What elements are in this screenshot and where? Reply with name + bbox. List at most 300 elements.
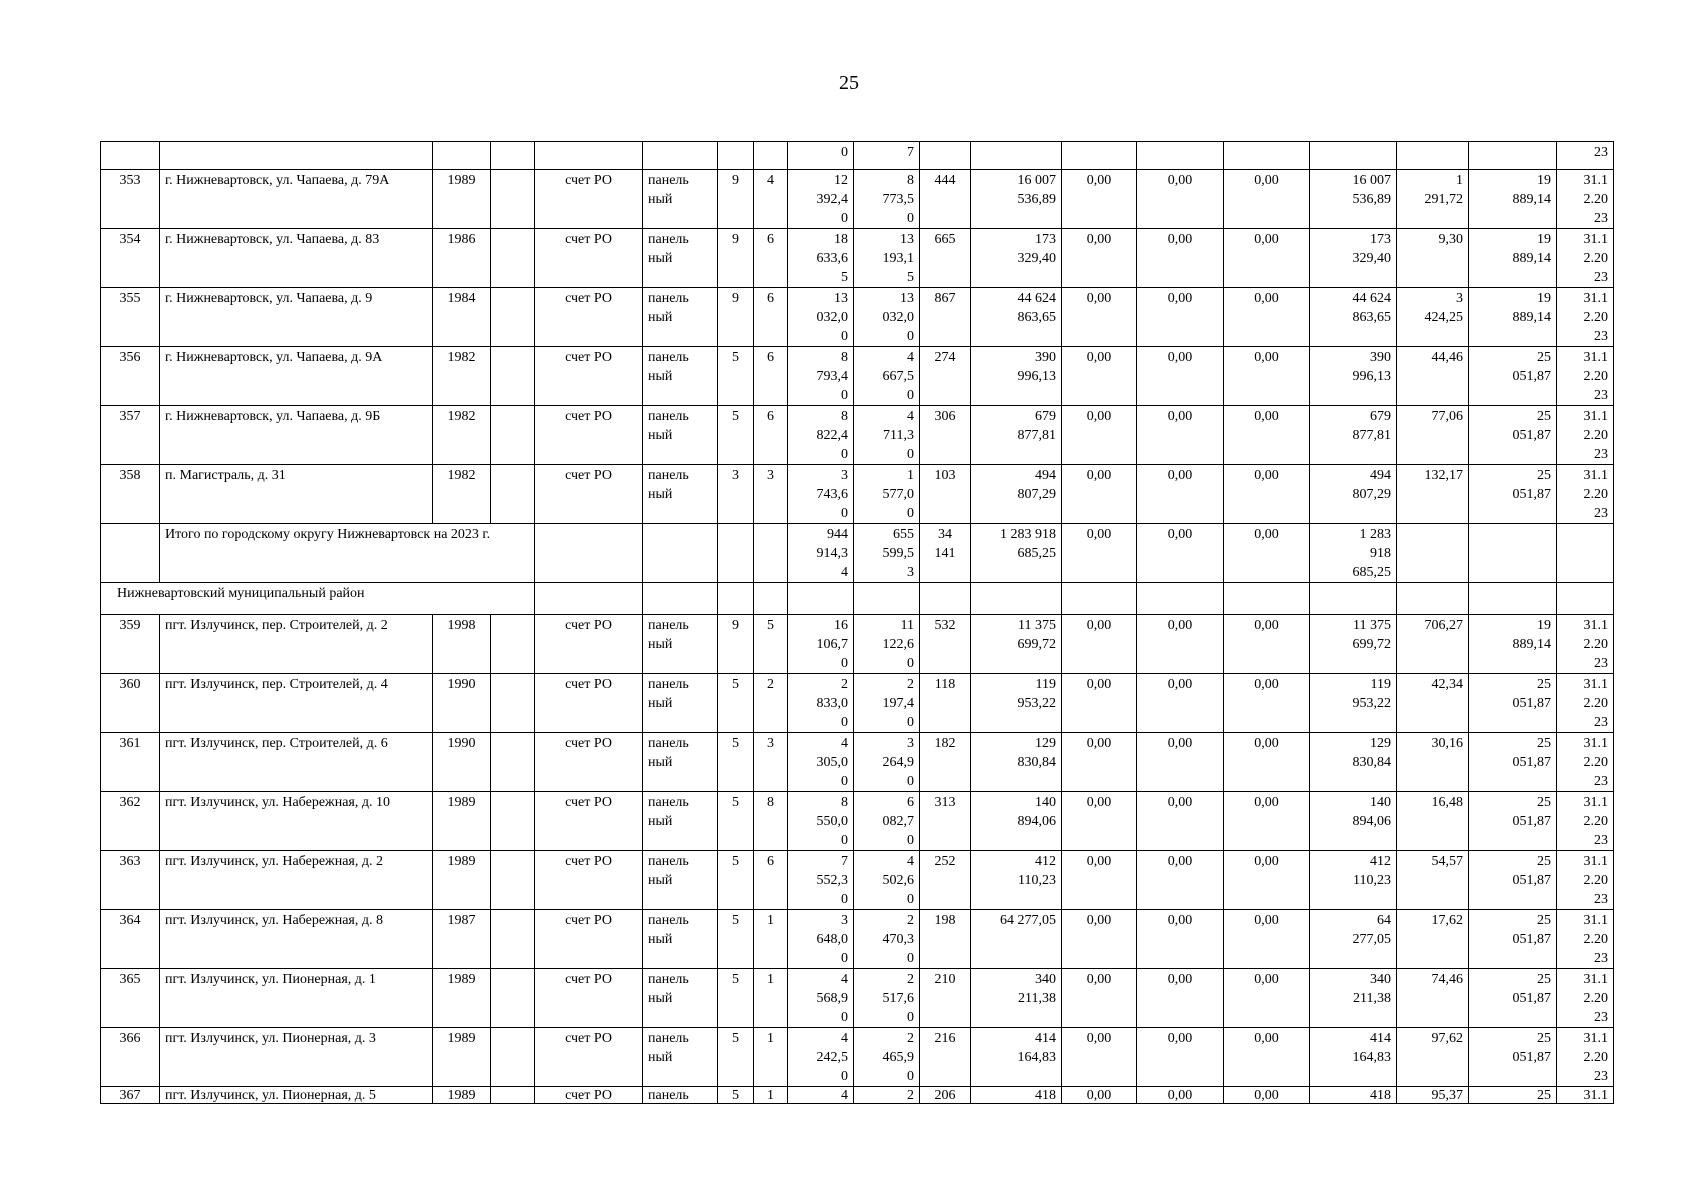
- cost-budget-cell: 0,00: [1137, 969, 1224, 1028]
- col-empty-cell: [491, 615, 535, 674]
- total-area-cell: 4 305,0 0: [788, 733, 854, 792]
- cost-limit-cell: [1469, 583, 1557, 615]
- deadline-cell: [1557, 524, 1614, 583]
- year-cell: 1989: [433, 969, 491, 1028]
- cost-other-cell: 0,00: [1224, 465, 1310, 524]
- row-number-cell: 362: [101, 792, 160, 851]
- cost-other-cell: 0,00: [1224, 969, 1310, 1028]
- floors-cell: [718, 142, 754, 170]
- fund-type-cell: счет РО: [535, 347, 643, 406]
- cost-other-cell: 0,00: [1224, 910, 1310, 969]
- deadline-cell: 31.1 2.20 23: [1557, 170, 1614, 229]
- cost-budget-cell: 0,00: [1137, 229, 1224, 288]
- cost-budget-cell: 0,00: [1137, 465, 1224, 524]
- floors-cell: 3: [718, 465, 754, 524]
- cost-per-sqm-cell: 54,57: [1397, 851, 1469, 910]
- cost-limit-cell: [1469, 142, 1557, 170]
- total-area-cell: 3 648,0 0: [788, 910, 854, 969]
- fund-type-cell: счет РО: [535, 465, 643, 524]
- col-empty-cell: [491, 229, 535, 288]
- row-number-cell: 354: [101, 229, 160, 288]
- living-area-cell: 2 470,3 0: [854, 910, 920, 969]
- floors-cell: 5: [718, 406, 754, 465]
- cost-owners-cell: 494 807,29: [1310, 465, 1397, 524]
- row-number-cell: 358: [101, 465, 160, 524]
- cost-budget-cell: 0,00: [1137, 524, 1224, 583]
- total-area-cell: [788, 583, 854, 615]
- cost-other-cell: 0,00: [1224, 1028, 1310, 1087]
- cost-budget-cell: 0,00: [1137, 910, 1224, 969]
- total-area-cell: 13 032,0 0: [788, 288, 854, 347]
- table-row-total: [101, 524, 1614, 583]
- address-cell: г. Нижневартовск, ул. Чапаева, д. 9А: [160, 347, 433, 406]
- cost-per-sqm-cell: 706,27: [1397, 615, 1469, 674]
- col-empty-cell: [491, 792, 535, 851]
- entrances-cell: 6: [754, 851, 788, 910]
- fund-type-cell: [535, 142, 643, 170]
- cost-budget-cell: 0,00: [1137, 347, 1224, 406]
- fund-type-cell: счет РО: [535, 792, 643, 851]
- row-number-cell: 357: [101, 406, 160, 465]
- floors-cell: 9: [718, 229, 754, 288]
- wall-material-cell: панель ный: [643, 406, 718, 465]
- cost-total-cell: 494 807,29: [971, 465, 1062, 524]
- cost-other-cell: 0,00: [1224, 851, 1310, 910]
- floors-cell: 5: [718, 674, 754, 733]
- cost-other-cell: 0,00: [1224, 733, 1310, 792]
- cost-per-sqm-cell: [1397, 524, 1469, 583]
- fund-type-cell: счет РО: [535, 1087, 643, 1104]
- col-empty-cell: [491, 142, 535, 170]
- deadline-cell: 31.1 2.20 23: [1557, 674, 1614, 733]
- cost-fund-cell: 0,00: [1062, 406, 1137, 465]
- living-area-cell: 4 502,6 0: [854, 851, 920, 910]
- residents-cell: 103: [920, 465, 971, 524]
- entrances-cell: 8: [754, 792, 788, 851]
- cost-budget-cell: 0,00: [1137, 674, 1224, 733]
- cost-owners-cell: 340 211,38: [1310, 969, 1397, 1028]
- cost-limit-cell: 25 051,87: [1469, 733, 1557, 792]
- cost-owners-cell: 11 375 699,72: [1310, 615, 1397, 674]
- total-area-cell: 4: [788, 1087, 854, 1104]
- cost-owners-cell: 140 894,06: [1310, 792, 1397, 851]
- address-cell: пгт. Излучинск, ул. Набережная, д. 10: [160, 792, 433, 851]
- fund-type-cell: счет РО: [535, 615, 643, 674]
- table-row: [101, 170, 1614, 229]
- fund-type-cell: счет РО: [535, 733, 643, 792]
- residents-cell: 665: [920, 229, 971, 288]
- table-row: [101, 229, 1614, 288]
- residents-cell: 206: [920, 1087, 971, 1104]
- row-number-cell: 360: [101, 674, 160, 733]
- deadline-cell: 31.1 2.20 23: [1557, 615, 1614, 674]
- total-area-cell: 4 568,9 0: [788, 969, 854, 1028]
- cost-per-sqm-cell: [1397, 583, 1469, 615]
- cost-total-cell: 173 329,40: [971, 229, 1062, 288]
- address-cell: пгт. Излучинск, пер. Строителей, д. 4: [160, 674, 433, 733]
- living-area-cell: 4 667,5 0: [854, 347, 920, 406]
- cost-fund-cell: 0,00: [1062, 910, 1137, 969]
- living-area-cell: 3 264,9 0: [854, 733, 920, 792]
- cost-fund-cell: 0,00: [1062, 288, 1137, 347]
- cost-limit-cell: 25: [1469, 1087, 1557, 1104]
- table-row: [101, 969, 1614, 1028]
- wall-material-cell: панель ный: [643, 615, 718, 674]
- deadline-cell: 31.1 2.20 23: [1557, 910, 1614, 969]
- row-number-cell: 353: [101, 170, 160, 229]
- floors-cell: 5: [718, 851, 754, 910]
- cost-fund-cell: 0,00: [1062, 851, 1137, 910]
- cost-fund-cell: 0,00: [1062, 674, 1137, 733]
- cost-total-cell: 11 375 699,72: [971, 615, 1062, 674]
- deadline-cell: 31.1 2.20 23: [1557, 229, 1614, 288]
- deadline-cell: 31.1 2.20 23: [1557, 465, 1614, 524]
- total-area-cell: 12 392,4 0: [788, 170, 854, 229]
- fund-type-cell: счет РО: [535, 674, 643, 733]
- deadline-cell: 31.1 2.20 23: [1557, 406, 1614, 465]
- year-cell: 1982: [433, 465, 491, 524]
- cost-limit-cell: 19 889,14: [1469, 288, 1557, 347]
- year-cell: 1989: [433, 1028, 491, 1087]
- cost-owners-cell: [1310, 583, 1397, 615]
- register-table: [100, 141, 1614, 1104]
- residents-cell: 274: [920, 347, 971, 406]
- fund-type-cell: счет РО: [535, 910, 643, 969]
- year-cell: 1998: [433, 615, 491, 674]
- deadline-cell: 31.1 2.20 23: [1557, 851, 1614, 910]
- cost-other-cell: [1224, 583, 1310, 615]
- cost-limit-cell: 25 051,87: [1469, 969, 1557, 1028]
- year-cell: 1990: [433, 733, 491, 792]
- fund-type-cell: [535, 524, 643, 583]
- cost-owners-cell: 1 283 918 685,25: [1310, 524, 1397, 583]
- deadline-cell: 23: [1557, 142, 1614, 170]
- cost-budget-cell: 0,00: [1137, 615, 1224, 674]
- cost-budget-cell: 0,00: [1137, 1087, 1224, 1104]
- wall-material-cell: [643, 524, 718, 583]
- col-empty-cell: [491, 1028, 535, 1087]
- table-row-top-partial: [101, 142, 1614, 170]
- cost-budget-cell: [1137, 142, 1224, 170]
- row-number-cell: 366: [101, 1028, 160, 1087]
- cost-total-cell: 44 624 863,65: [971, 288, 1062, 347]
- cost-owners-cell: 679 877,81: [1310, 406, 1397, 465]
- address-cell: пгт. Излучинск, пер. Строителей, д. 6: [160, 733, 433, 792]
- cost-per-sqm-cell: 77,06: [1397, 406, 1469, 465]
- deadline-cell: [1557, 583, 1614, 615]
- deadline-cell: 31.1 2.20 23: [1557, 969, 1614, 1028]
- total-area-cell: 18 633,6 5: [788, 229, 854, 288]
- residents-cell: 182: [920, 733, 971, 792]
- table-row: [101, 733, 1614, 792]
- cost-owners-cell: 173 329,40: [1310, 229, 1397, 288]
- address-cell: пгт. Излучинск, ул. Набережная, д. 8: [160, 910, 433, 969]
- total-area-cell: 3 743,6 0: [788, 465, 854, 524]
- wall-material-cell: панель ный: [643, 347, 718, 406]
- cost-other-cell: [1224, 142, 1310, 170]
- cost-owners-cell: [1310, 142, 1397, 170]
- total-label: Итого по городскому округу Нижневартовск на 2023 г.: [160, 524, 535, 583]
- living-area-cell: 7: [854, 142, 920, 170]
- residents-cell: [920, 142, 971, 170]
- wall-material-cell: панель ный: [643, 674, 718, 733]
- cost-limit-cell: 19 889,14: [1469, 170, 1557, 229]
- cost-total-cell: 390 996,13: [971, 347, 1062, 406]
- table-row: [101, 288, 1614, 347]
- entrances-cell: 3: [754, 733, 788, 792]
- cost-limit-cell: 25 051,87: [1469, 851, 1557, 910]
- floors-cell: 5: [718, 1028, 754, 1087]
- cost-total-cell: 1 283 918 685,25: [971, 524, 1062, 583]
- address-cell: пгт. Излучинск, ул. Пионерная, д. 3: [160, 1028, 433, 1087]
- col-empty-cell: [491, 733, 535, 792]
- cost-total-cell: 119 953,22: [971, 674, 1062, 733]
- cost-per-sqm-cell: 44,46: [1397, 347, 1469, 406]
- cost-other-cell: 0,00: [1224, 288, 1310, 347]
- entrances-cell: [754, 142, 788, 170]
- address-cell: пгт. Излучинск, ул. Пионерная, д. 5: [160, 1087, 433, 1104]
- cost-limit-cell: 25 051,87: [1469, 674, 1557, 733]
- cost-total-cell: 412 110,23: [971, 851, 1062, 910]
- residents-cell: 444: [920, 170, 971, 229]
- cost-fund-cell: 0,00: [1062, 969, 1137, 1028]
- wall-material-cell: панель ный: [643, 170, 718, 229]
- floors-cell: 9: [718, 615, 754, 674]
- col-empty-cell: [491, 170, 535, 229]
- deadline-cell: 31.1 2.20 23: [1557, 733, 1614, 792]
- floors-cell: 5: [718, 347, 754, 406]
- address-cell: г. Нижневартовск, ул. Чапаева, д. 79А: [160, 170, 433, 229]
- cost-fund-cell: 0,00: [1062, 170, 1137, 229]
- cost-owners-cell: 119 953,22: [1310, 674, 1397, 733]
- living-area-cell: 8 773,5 0: [854, 170, 920, 229]
- floors-cell: [718, 524, 754, 583]
- table-row-last-partial: [101, 1087, 1614, 1104]
- residents-cell: 313: [920, 792, 971, 851]
- cost-budget-cell: 0,00: [1137, 1028, 1224, 1087]
- row-number-cell: 367: [101, 1087, 160, 1104]
- cost-limit-cell: 19 889,14: [1469, 615, 1557, 674]
- address-cell: п. Магистраль, д. 31: [160, 465, 433, 524]
- wall-material-cell: [643, 583, 718, 615]
- year-cell: 1989: [433, 792, 491, 851]
- row-number-cell: [101, 142, 160, 170]
- table-row: [101, 615, 1614, 674]
- cost-owners-cell: 414 164,83: [1310, 1028, 1397, 1087]
- col-empty-cell: [491, 969, 535, 1028]
- living-area-cell: 13 193,1 5: [854, 229, 920, 288]
- deadline-cell: 31.1: [1557, 1087, 1614, 1104]
- floors-cell: 5: [718, 969, 754, 1028]
- cost-other-cell: 0,00: [1224, 347, 1310, 406]
- table-row-section: [101, 583, 1614, 615]
- deadline-cell: 31.1 2.20 23: [1557, 1028, 1614, 1087]
- floors-cell: 5: [718, 792, 754, 851]
- entrances-cell: 6: [754, 229, 788, 288]
- entrances-cell: 3: [754, 465, 788, 524]
- cost-total-cell: 140 894,06: [971, 792, 1062, 851]
- fund-type-cell: счет РО: [535, 1028, 643, 1087]
- cost-total-cell: 129 830,84: [971, 733, 1062, 792]
- year-cell: 1984: [433, 288, 491, 347]
- cost-per-sqm-cell: 17,62: [1397, 910, 1469, 969]
- deadline-cell: 31.1 2.20 23: [1557, 288, 1614, 347]
- wall-material-cell: [643, 142, 718, 170]
- col-empty-cell: [491, 851, 535, 910]
- cost-total-cell: 679 877,81: [971, 406, 1062, 465]
- year-cell: 1987: [433, 910, 491, 969]
- fund-type-cell: счет РО: [535, 170, 643, 229]
- address-cell: г. Нижневартовск, ул. Чапаева, д. 83: [160, 229, 433, 288]
- residents-cell: 216: [920, 1028, 971, 1087]
- entrances-cell: 6: [754, 347, 788, 406]
- living-area-cell: 6 082,7 0: [854, 792, 920, 851]
- cost-limit-cell: 25 051,87: [1469, 406, 1557, 465]
- entrances-cell: 6: [754, 288, 788, 347]
- address-cell: г. Нижневартовск, ул. Чапаева, д. 9Б: [160, 406, 433, 465]
- wall-material-cell: панель ный: [643, 229, 718, 288]
- cost-per-sqm-cell: 30,16: [1397, 733, 1469, 792]
- row-number-cell: 355: [101, 288, 160, 347]
- cost-other-cell: 0,00: [1224, 615, 1310, 674]
- cost-per-sqm-cell: 1 291,72: [1397, 170, 1469, 229]
- total-area-cell: 8 822,4 0: [788, 406, 854, 465]
- cost-per-sqm-cell: 132,17: [1397, 465, 1469, 524]
- cost-per-sqm-cell: 3 424,25: [1397, 288, 1469, 347]
- residents-cell: 867: [920, 288, 971, 347]
- fund-type-cell: счет РО: [535, 229, 643, 288]
- residents-cell: 34 141: [920, 524, 971, 583]
- cost-budget-cell: 0,00: [1137, 288, 1224, 347]
- entrances-cell: 1: [754, 1087, 788, 1104]
- floors-cell: 5: [718, 910, 754, 969]
- col-empty-cell: [491, 347, 535, 406]
- cost-total-cell: 16 007 536,89: [971, 170, 1062, 229]
- wall-material-cell: панель ный: [643, 465, 718, 524]
- cost-other-cell: 0,00: [1224, 792, 1310, 851]
- table-row: [101, 465, 1614, 524]
- entrances-cell: 1: [754, 1028, 788, 1087]
- cost-total-cell: 418: [971, 1087, 1062, 1104]
- living-area-cell: 2 517,6 0: [854, 969, 920, 1028]
- cost-owners-cell: 44 624 863,65: [1310, 288, 1397, 347]
- cost-fund-cell: 0,00: [1062, 615, 1137, 674]
- total-area-cell: 944 914,3 4: [788, 524, 854, 583]
- cost-per-sqm-cell: 42,34: [1397, 674, 1469, 733]
- section-title: Нижневартовский муниципальный район: [101, 583, 535, 615]
- total-area-cell: 16 106,7 0: [788, 615, 854, 674]
- cost-owners-cell: 412 110,23: [1310, 851, 1397, 910]
- living-area-cell: 2: [854, 1087, 920, 1104]
- living-area-cell: [854, 583, 920, 615]
- deadline-cell: 31.1 2.20 23: [1557, 347, 1614, 406]
- table-row: [101, 406, 1614, 465]
- cost-owners-cell: 418: [1310, 1087, 1397, 1104]
- address-cell: пгт. Излучинск, ул. Пионерная, д. 1: [160, 969, 433, 1028]
- living-area-cell: 1 577,0 0: [854, 465, 920, 524]
- wall-material-cell: панель ный: [643, 969, 718, 1028]
- cost-per-sqm-cell: 97,62: [1397, 1028, 1469, 1087]
- living-area-cell: 11 122,6 0: [854, 615, 920, 674]
- row-number-cell: 356: [101, 347, 160, 406]
- total-area-cell: 8 550,0 0: [788, 792, 854, 851]
- living-area-cell: 4 711,3 0: [854, 406, 920, 465]
- table-row: [101, 851, 1614, 910]
- cost-fund-cell: 0,00: [1062, 792, 1137, 851]
- total-area-cell: 2 833,0 0: [788, 674, 854, 733]
- row-number-cell: 364: [101, 910, 160, 969]
- cost-per-sqm-cell: 16,48: [1397, 792, 1469, 851]
- entrances-cell: 2: [754, 674, 788, 733]
- wall-material-cell: панель ный: [643, 792, 718, 851]
- col-empty-cell: [491, 910, 535, 969]
- residents-cell: 252: [920, 851, 971, 910]
- address-cell: пгт. Излучинск, пер. Строителей, д. 2: [160, 615, 433, 674]
- cost-per-sqm-cell: 9,30: [1397, 229, 1469, 288]
- residents-cell: 198: [920, 910, 971, 969]
- year-cell: 1990: [433, 674, 491, 733]
- cost-budget-cell: 0,00: [1137, 406, 1224, 465]
- floors-cell: 5: [718, 1087, 754, 1104]
- cost-fund-cell: 0,00: [1062, 1028, 1137, 1087]
- living-area-cell: 13 032,0 0: [854, 288, 920, 347]
- living-area-cell: 655 599,5 3: [854, 524, 920, 583]
- living-area-cell: 2 465,9 0: [854, 1028, 920, 1087]
- cost-budget-cell: 0,00: [1137, 851, 1224, 910]
- wall-material-cell: панель ный: [643, 910, 718, 969]
- table-body: [101, 142, 1614, 1104]
- table-row: [101, 910, 1614, 969]
- cost-other-cell: 0,00: [1224, 524, 1310, 583]
- floors-cell: [718, 583, 754, 615]
- cost-other-cell: 0,00: [1224, 229, 1310, 288]
- fund-type-cell: [535, 583, 643, 615]
- cost-limit-cell: 25 051,87: [1469, 910, 1557, 969]
- cost-total-cell: 340 211,38: [971, 969, 1062, 1028]
- row-number-cell: 363: [101, 851, 160, 910]
- cost-limit-cell: 25 051,87: [1469, 792, 1557, 851]
- row-number-cell: 361: [101, 733, 160, 792]
- table-row: [101, 347, 1614, 406]
- fund-type-cell: счет РО: [535, 406, 643, 465]
- table-row: [101, 792, 1614, 851]
- wall-material-cell: панель ный: [643, 288, 718, 347]
- cost-budget-cell: 0,00: [1137, 170, 1224, 229]
- year-cell: 1989: [433, 1087, 491, 1104]
- col-empty-cell: [491, 465, 535, 524]
- wall-material-cell: панель ный: [643, 851, 718, 910]
- year-cell: 1986: [433, 229, 491, 288]
- cost-limit-cell: 25 051,87: [1469, 347, 1557, 406]
- wall-material-cell: панель: [643, 1087, 718, 1104]
- entrances-cell: 1: [754, 910, 788, 969]
- cost-owners-cell: 390 996,13: [1310, 347, 1397, 406]
- year-cell: 1982: [433, 406, 491, 465]
- total-area-cell: 8 793,4 0: [788, 347, 854, 406]
- floors-cell: 9: [718, 170, 754, 229]
- table-row: [101, 1028, 1614, 1087]
- total-area-cell: 0: [788, 142, 854, 170]
- cost-other-cell: 0,00: [1224, 406, 1310, 465]
- col-empty-cell: [491, 288, 535, 347]
- cost-total-cell: [971, 583, 1062, 615]
- cost-other-cell: 0,00: [1224, 1087, 1310, 1104]
- cost-total-cell: [971, 142, 1062, 170]
- year-cell: 1989: [433, 851, 491, 910]
- fund-type-cell: счет РО: [535, 851, 643, 910]
- row-number-cell: 365: [101, 969, 160, 1028]
- cost-fund-cell: 0,00: [1062, 1087, 1137, 1104]
